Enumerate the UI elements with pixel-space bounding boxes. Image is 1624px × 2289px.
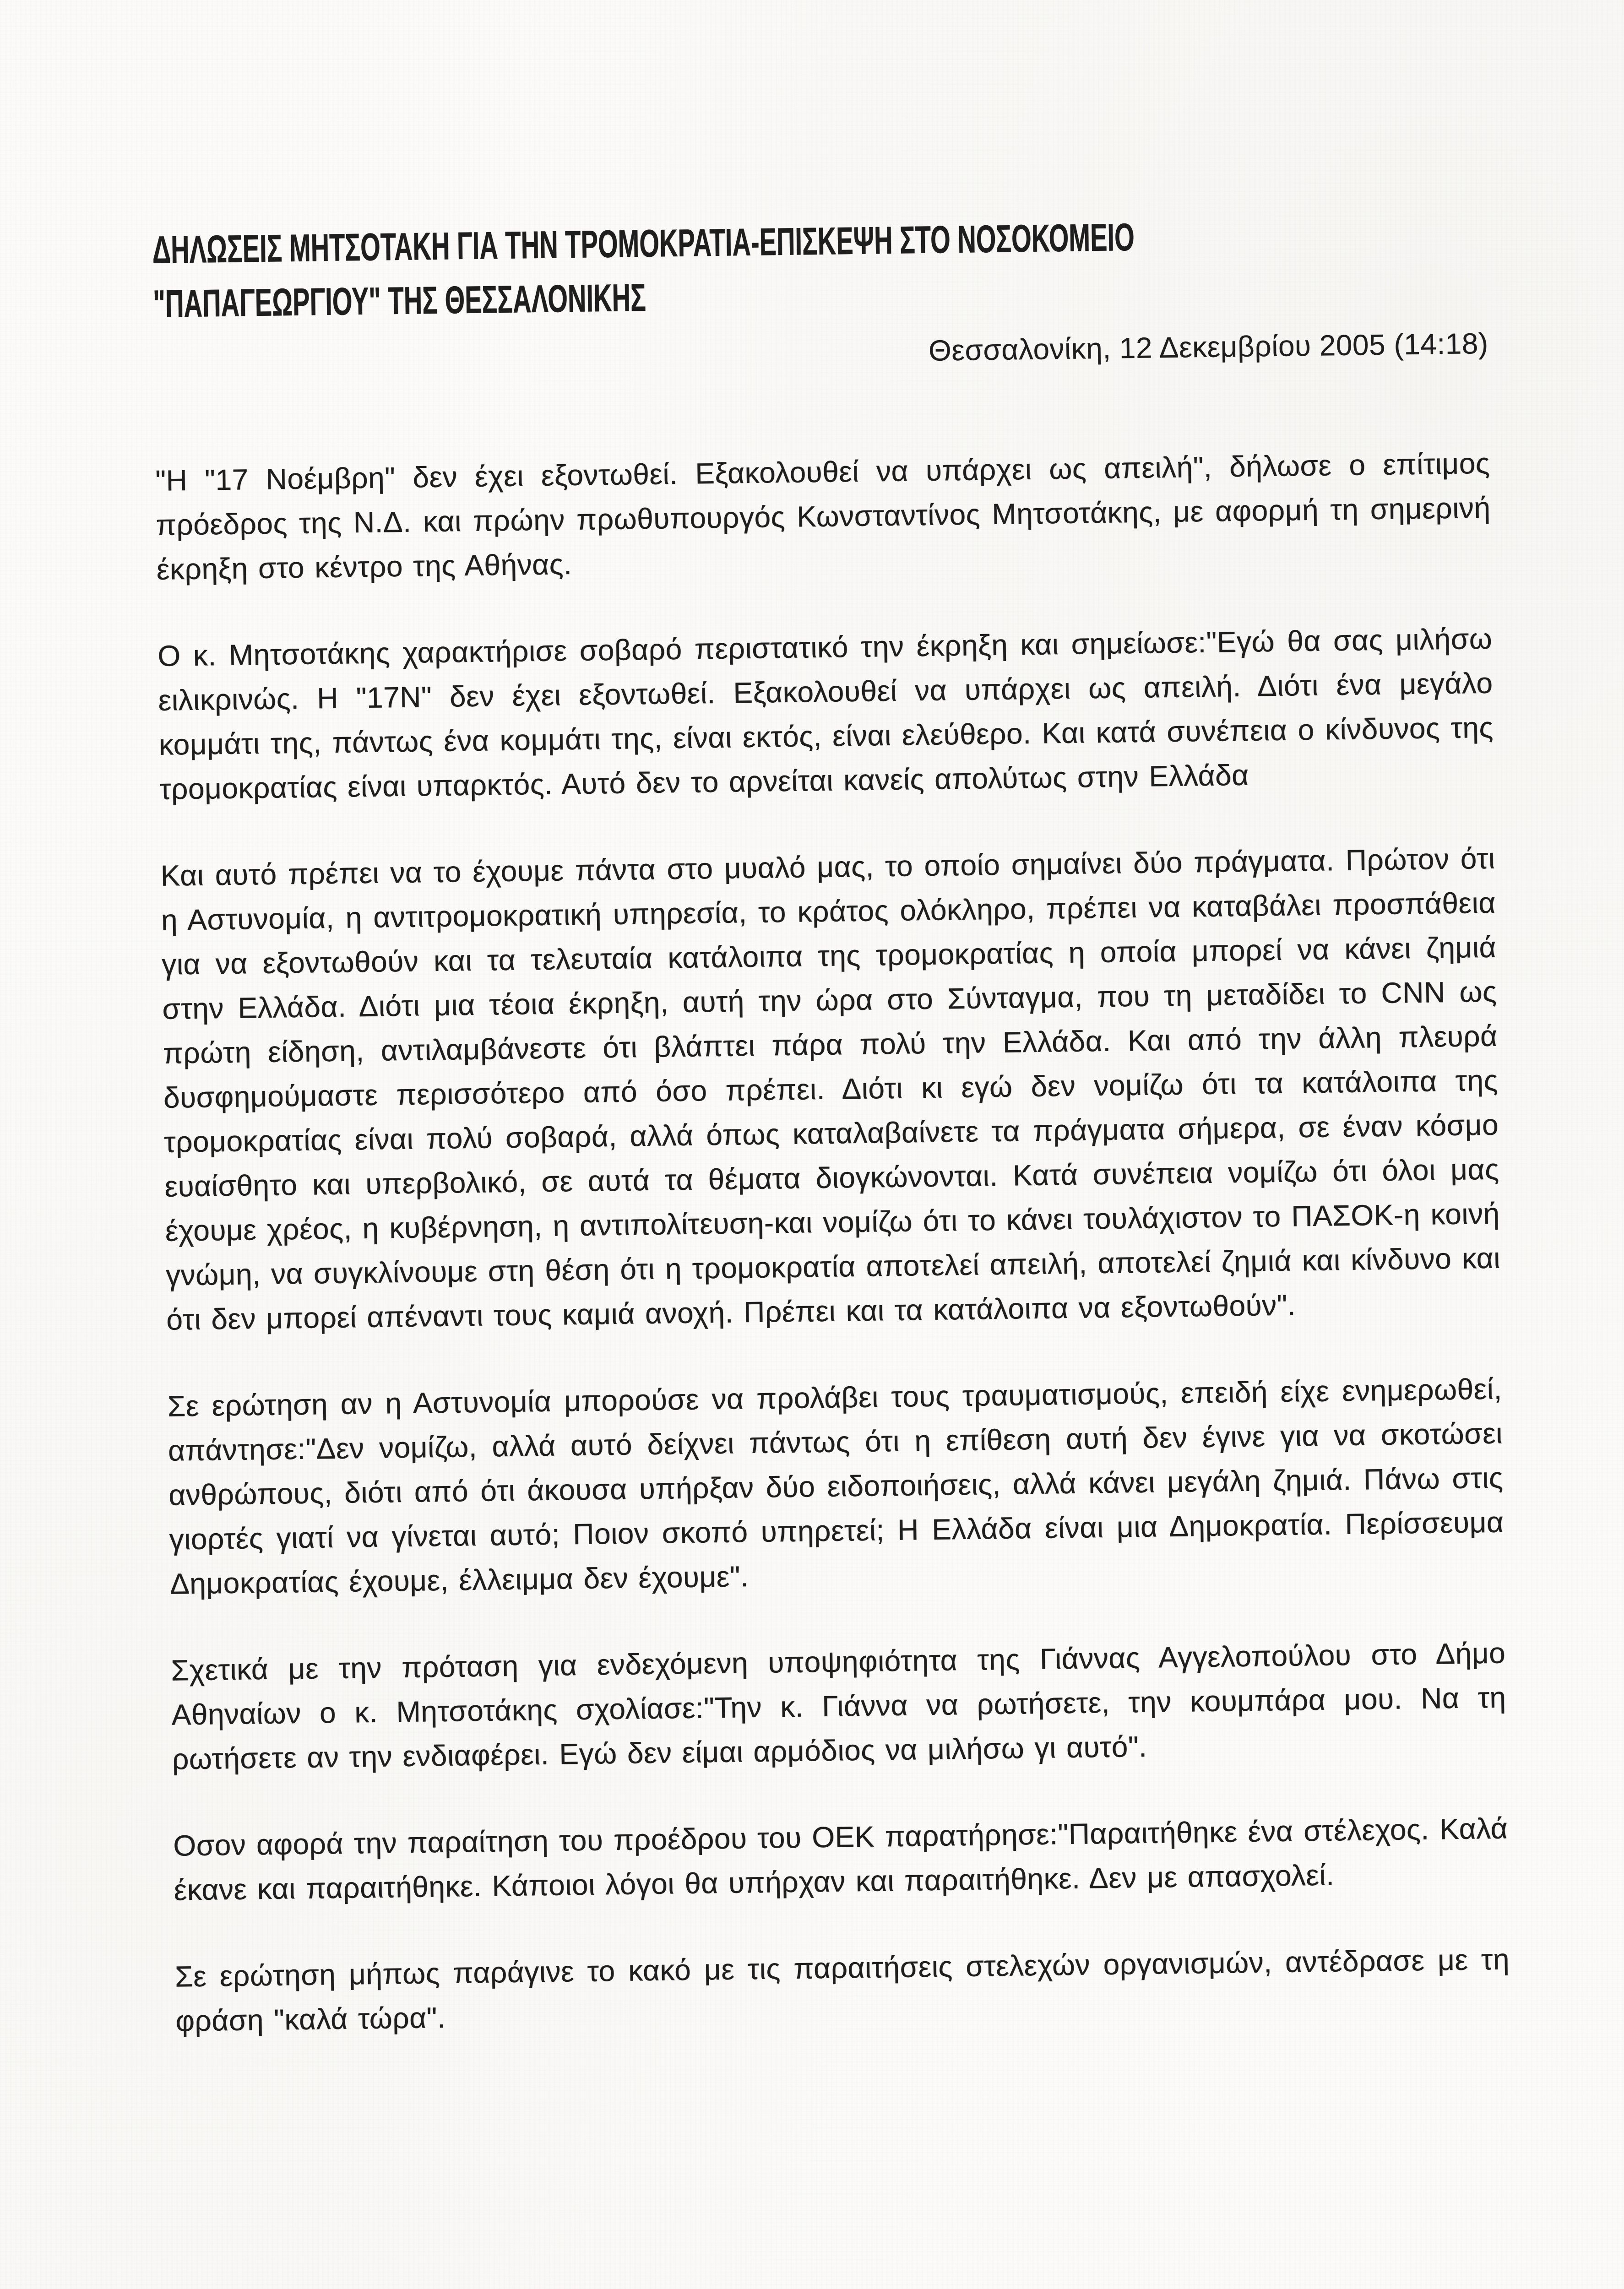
document-body <box>155 441 1510 2044</box>
paragraph-4: Σε ερώτηση αν η Αστυνομία μπορούσε να προλάβει τους τραυματισμούς, επειδή είχε ενημερωθεί, απάντησε:"Δεν νομίζω, αλλά αυτό δείχνει πάντως ότι η επίθεση αυτή δεν έγινε για να σκοτώσει ανθρώπους, διότι από ότι άκουσα υπήρξαν δύο ειδοποιήσεις, αλλά κάνει μεγάλη ζημιά. Πάνω στις γιορτές γιατί να γίνεται αυτό; Ποιον σκοπό υπηρετεί; Η Ελλάδα είναι μια Δημοκρατία. Περίσσευμα Δημοκρατίας έχουμε, έλλειμμα δεν έχουμε". <box>167 1372 1504 1600</box>
document-title-line-1: ΔΗΛΩΣΕΙΣ ΜΗΤΣΟΤΑΚΗ ΓΙΑ ΤΗΝ ΤΡΟΜΟΚΡΑΤΙΑ-ΕΠΙΣΚΕΨΗ ΣΤΟ ΝΟΣΟΚΟΜΕΙΟ <box>152 215 1135 272</box>
document-content <box>152 206 1511 2086</box>
dateline: Θεσσαλονίκη, 12 Δεκεμβρίου 2005 (14:18) <box>928 326 1489 367</box>
paragraph-6: Οσον αφορά την παραίτηση του προέδρου του ΟΕΚ παρατήρησε:"Παραιτήθηκε ένα στέλεχος. Καλά έκανε και παραιτήθηκε. Κάποιοι λόγοι θα υπήρχαν και παραιτήθηκε. Δεν με απασχολεί. <box>173 1812 1508 1907</box>
paragraph-2: Ο κ. Μητσοτάκης χαρακτήρισε σοβαρό περιστατικό την έκρηξη και σημείωσε:"Εγώ θα σας μιλήσω ειλικρινώς. Η "17Ν" δεν έχει εξοντωθεί. Εξακολουθεί να υπάρχει ως απειλή. Διότι ένα μεγάλο κομμάτι της, πάντως ένα κομμάτι της, είναι εκτός, είναι ελεύθερο. Και κατά συνέπεια ο κίνδυνος της τρομοκρατίας είναι υπαρκτός. Αυτό δεν το αρνείται κανείς απολύτως στην Ελλάδα <box>157 622 1494 806</box>
paragraph-3: Και αυτό πρέπει να το έχουμε πάντα στο μυαλό μας, το οποίο σημαίνει δύο πράγματα. Πρώτον ότι η Αστυνομία, η αντιτρομοκρατική υπηρεσία, το κράτος ολόκληρο, πρέπει να καταβάλει προσπάθεια για να εξοντωθούν και τα τελευταία κατάλοιπα της τρομοκρατίας η οποία μπορεί να κάνει ζημιά στην Ελλάδα. Διότι μια τέοια έκρηξη, αυτή την ώρα στο Σύνταγμα, που τη μεταδίδει το CNN ως πρώτη είδηση, αντιλαμβάνεστε ότι βλάπτει πάρα πολύ την Ελλάδα. Και από την άλλη πλευρά δυσφημούμαστε περισσότερο από όσο πρέπει. Διότι κι εγώ δεν νομίζω ότι τα κατάλοιπα της τρομοκρατίας είναι πολύ σοβαρά, αλλά όπως καταλαβαίνετε τα πράγματα σήμερα, σε έναν κόσμο ευαίσθητο και υπερβολικό, σε αυτά τα θέματα διογκώνονται. Κατά συνέπεια νομίζω ότι όλοι μας έχουμε χρέος, η κυβέρνηση, η αντιπολίτευση-και νομίζω ότι το κάνει τουλάχιστον το ΠΑΣΟΚ-η κοινή γνώμη, να συγκλίνουμε στη θέση ότι η τρομοκρατία αποτελεί απειλή, αποτελεί ζημιά και κίνδυνο και ότι δεν μπορεί απέναντι τους καμιά ανοχή. Πρέπει και τα κατάλοιπα να εξοντωθούν". <box>160 841 1501 1336</box>
paragraph-1: "Η "17 Νοέμβρη" δεν έχει εξοντωθεί. Εξακολουθεί να υπάρχει ως απειλή", δήλωσε ο επίτιμος πρόεδρος της Ν.Δ. και πρώην πρωθυπουργός Κωνσταντίνος Μητσοτάκης, με αφορμή τη σημερινή έκρηξη στο κέντρο της Αθήνας. <box>155 446 1491 586</box>
paragraph-7: Σε ερώτηση μήπως παράγινε το κακό με τις παραιτήσεις στελεχών οργανισμών, αντέδρασε με τη φράση "καλά τώρα". <box>174 1942 1510 2038</box>
document-title-line-2: "ΠΑΠΑΓΕΩΡΓΙΟΥ" ΤΗΣ ΘΕΣΣΑΛΟΝΙΚΗΣ <box>152 276 646 326</box>
document-title <box>152 206 1488 331</box>
paragraph-5: Σχετικά με την πρόταση για ενδεχόμενη υποψηφιότητα της Γιάννας Αγγελοπούλου στο Δήμο Αθηναίων ο κ. Μητσοτάκης σχολίασε:"Την κ. Γιάννα να ρωτήσετε, την κουμπάρα μου. Να τη ρωτήσετε αν την ενδιαφέρει. Εγώ δεν είμαι αρμόδιος να μιλήσω γι αυτό". <box>170 1636 1506 1776</box>
